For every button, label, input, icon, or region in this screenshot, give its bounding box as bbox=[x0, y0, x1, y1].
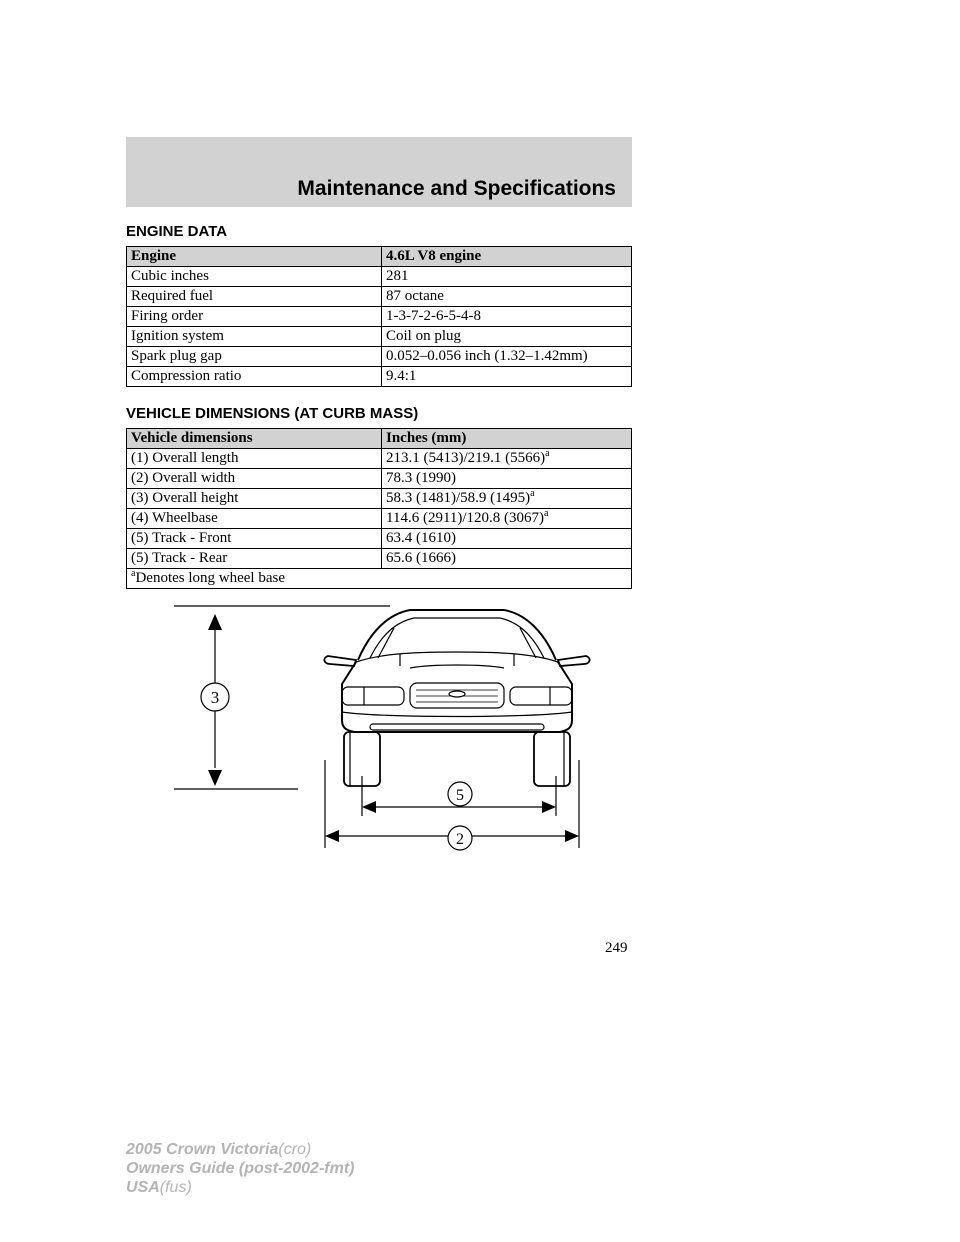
car-front-view bbox=[324, 610, 589, 786]
vehicle-dimensions-table bbox=[126, 428, 632, 589]
footnote-text: Denotes long wheel base bbox=[135, 570, 285, 586]
table-cell: (5) Track - Rear bbox=[127, 549, 382, 569]
footer-guide: Owners Guide (post-2002-fmt) bbox=[126, 1160, 355, 1177]
table-cell: Ignition system bbox=[127, 327, 382, 347]
cell-value: 213.1 (5413)/219.1 (5566) bbox=[386, 450, 546, 466]
table-footnote-row bbox=[127, 569, 632, 589]
table-cell bbox=[382, 449, 632, 469]
table-cell: 0.052–0.056 inch (1.32–1.42mm) bbox=[382, 347, 632, 367]
table-cell bbox=[382, 469, 632, 489]
table-row bbox=[127, 307, 632, 327]
engine-data-title: ENGINE DATA bbox=[126, 223, 228, 240]
table-cell: (3) Overall height bbox=[127, 489, 382, 509]
header-band bbox=[126, 137, 632, 207]
page-header-title: Maintenance and Specifications bbox=[297, 177, 616, 200]
cell-value: 65.6 (1666) bbox=[386, 550, 456, 566]
cell-value: 63.4 (1610) bbox=[386, 530, 456, 546]
arrow-down-icon bbox=[208, 770, 222, 786]
table-row bbox=[127, 509, 632, 529]
footnote-mark: a bbox=[530, 488, 535, 499]
column-header: Inches (mm) bbox=[382, 429, 632, 449]
footer-model-code: (cro) bbox=[278, 1141, 312, 1158]
column-header: Engine bbox=[127, 247, 382, 267]
footer-market: USA bbox=[126, 1179, 160, 1196]
table-cell bbox=[382, 489, 632, 509]
table-header-row bbox=[127, 429, 632, 449]
table-cell: 1-3-7-2-6-5-4-8 bbox=[382, 307, 632, 327]
table-cell: 281 bbox=[382, 267, 632, 287]
table-row bbox=[127, 267, 632, 287]
callout-label: 2 bbox=[456, 831, 464, 848]
callout-track bbox=[448, 782, 472, 806]
table-row bbox=[127, 469, 632, 489]
table-cell: Spark plug gap bbox=[127, 347, 382, 367]
callout-label: 5 bbox=[456, 787, 464, 804]
table-cell: (4) Wheelbase bbox=[127, 509, 382, 529]
footer-model: 2005 Crown Victoria bbox=[126, 1141, 279, 1158]
table-row bbox=[127, 449, 632, 469]
column-header: 4.6L V8 engine bbox=[382, 247, 632, 267]
table-cell: 87 octane bbox=[382, 287, 632, 307]
table-cell: 9.4:1 bbox=[382, 367, 632, 387]
table-header-row bbox=[127, 247, 632, 267]
table-cell: Required fuel bbox=[127, 287, 382, 307]
vehicle-front-diagram bbox=[170, 600, 610, 860]
arrow-right-icon bbox=[542, 801, 556, 813]
callout-height bbox=[201, 683, 229, 711]
table-cell: Coil on plug bbox=[382, 327, 632, 347]
page-number: 249 bbox=[605, 940, 628, 956]
table-cell: Firing order bbox=[127, 307, 382, 327]
table-row bbox=[127, 287, 632, 307]
table-cell bbox=[382, 549, 632, 569]
cell-value: 58.3 (1481)/58.9 (1495) bbox=[386, 490, 531, 506]
table-row bbox=[127, 549, 632, 569]
table-row bbox=[127, 489, 632, 509]
table-cell bbox=[382, 509, 632, 529]
arrow-up-icon bbox=[208, 614, 222, 630]
cell-value: 114.6 (2911)/120.8 (3067) bbox=[386, 510, 545, 526]
footnote-mark: a bbox=[131, 568, 136, 579]
table-row bbox=[127, 347, 632, 367]
arrow-left-icon bbox=[362, 801, 376, 813]
table-cell: (1) Overall length bbox=[127, 449, 382, 469]
table-row bbox=[127, 327, 632, 347]
table-cell: (5) Track - Front bbox=[127, 529, 382, 549]
engine-data-table bbox=[126, 246, 632, 387]
table-cell: Compression ratio bbox=[127, 367, 382, 387]
document-footer bbox=[126, 1140, 354, 1197]
vehicle-dimensions-title: VEHICLE DIMENSIONS (AT CURB MASS) bbox=[126, 405, 419, 422]
callout-label: 3 bbox=[210, 688, 220, 707]
arrow-right-icon bbox=[565, 830, 579, 842]
table-cell bbox=[382, 529, 632, 549]
column-header: Vehicle dimensions bbox=[127, 429, 382, 449]
table-cell: (2) Overall width bbox=[127, 469, 382, 489]
footer-market-code: (fus) bbox=[159, 1179, 192, 1196]
cell-value: 78.3 (1990) bbox=[386, 470, 456, 486]
arrow-left-icon bbox=[325, 830, 339, 842]
footnote-mark: a bbox=[544, 508, 549, 519]
table-cell: Cubic inches bbox=[127, 267, 382, 287]
table-footnote bbox=[127, 569, 632, 589]
footnote-mark: a bbox=[545, 448, 550, 459]
table-row bbox=[127, 529, 632, 549]
callout-width bbox=[448, 826, 472, 850]
table-row bbox=[127, 367, 632, 387]
